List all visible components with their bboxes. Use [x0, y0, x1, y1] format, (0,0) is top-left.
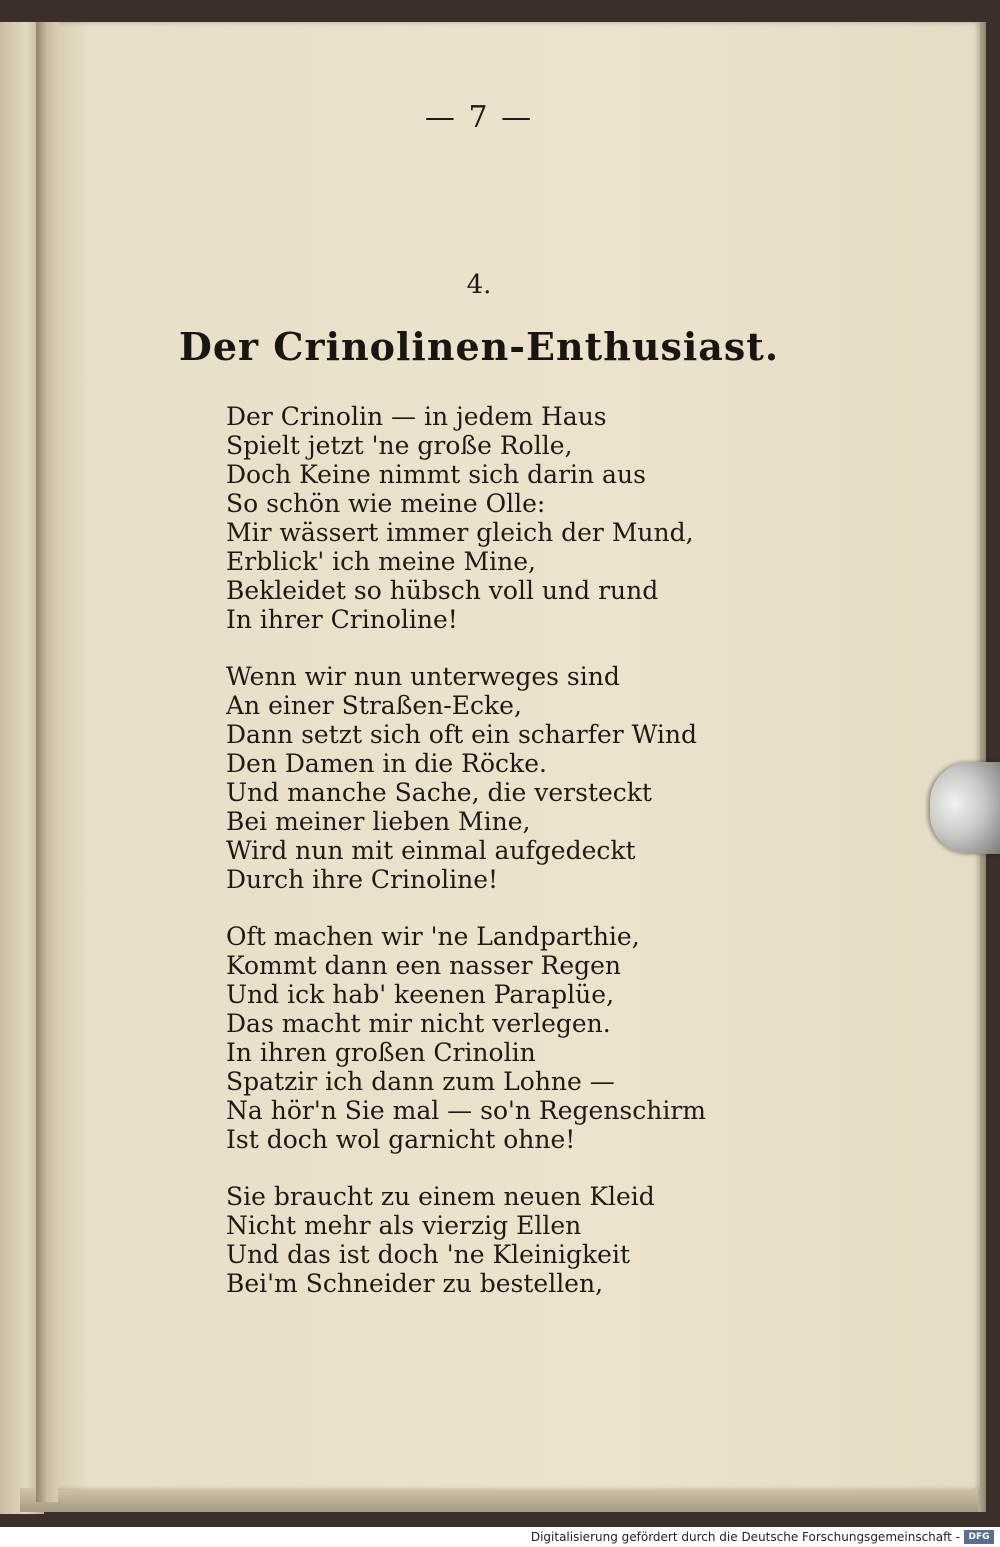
- poem-line: Durch ihre Crinoline!: [226, 865, 499, 894]
- stanza-3: [226, 922, 786, 1154]
- poem-line: So schön wie meine Olle:: [226, 489, 546, 518]
- stanza-1: [226, 402, 786, 634]
- poem-line: Kommt dann een nasser Regen: [226, 951, 622, 980]
- poem-line: Bei meiner lieben Mine,: [226, 807, 531, 836]
- poem-line: Na hör'n Sie mal — so'n Regenschirm: [226, 1096, 707, 1125]
- poem-body: [226, 402, 786, 1326]
- poem-line: Und manche Sache, die versteckt: [226, 778, 652, 807]
- stanza-2: [226, 662, 786, 894]
- poem-line: In ihrer Crinoline!: [226, 605, 458, 634]
- poem-title: Der Crinolinen-Enthusiast.: [178, 324, 780, 369]
- poem-line: Bei'm Schneider zu bestellen,: [226, 1269, 604, 1298]
- poem-line: Erblick' ich meine Mine,: [226, 547, 536, 576]
- poem-line: Nicht mehr als vierzig Ellen: [226, 1211, 582, 1240]
- book-spine: [36, 22, 58, 1502]
- poem-line: Oft machen wir 'ne Landparthie,: [226, 922, 640, 951]
- poem-line: Das macht mir nicht verlegen.: [226, 1009, 611, 1038]
- poem-line: Und das ist doch 'ne Kleinigkeit: [226, 1240, 630, 1269]
- poem-line: Der Crinolin — in jedem Haus: [226, 402, 607, 431]
- digitization-credit: Digitalisierung gefördert durch die Deutsche Forschungsgemeinschaft -: [530, 1530, 960, 1544]
- poem-number: 4.: [466, 270, 492, 300]
- poem-line: Den Damen in die Röcke.: [226, 749, 547, 778]
- poem-line: Mir wässert immer gleich der Mund,: [226, 518, 694, 547]
- page-clip: [930, 762, 1000, 854]
- poem-line: Wird nun mit einmal aufgedeckt: [226, 836, 636, 865]
- stanza-4: [226, 1182, 786, 1298]
- poem-line: An einer Straßen-Ecke,: [226, 691, 522, 720]
- page-bottom-edge: [20, 1488, 982, 1512]
- poem-line: Dann setzt sich oft ein scharfer Wind: [226, 720, 698, 749]
- poem-line: Und ick hab' keenen Paraplüe,: [226, 980, 615, 1009]
- poem-line: Spatzir ich dann zum Lohne —: [226, 1067, 615, 1096]
- poem-line: Doch Keine nimmt sich darin aus: [226, 460, 646, 489]
- poem-line: Ist doch wol garnicht ohne!: [226, 1125, 576, 1154]
- poem-line: Wenn wir nun unterweges sind: [226, 662, 620, 691]
- page-number: — 7 —: [424, 100, 534, 135]
- poem-line: Sie braucht zu einem neuen Kleid: [226, 1182, 655, 1211]
- poem-line: In ihren großen Crinolin: [226, 1038, 536, 1067]
- poem-line: Bekleidet so hübsch voll und rund: [226, 576, 659, 605]
- poem-line: Spielt jetzt 'ne große Rolle,: [226, 431, 573, 460]
- dfg-logo[interactable]: DFG: [964, 1530, 994, 1544]
